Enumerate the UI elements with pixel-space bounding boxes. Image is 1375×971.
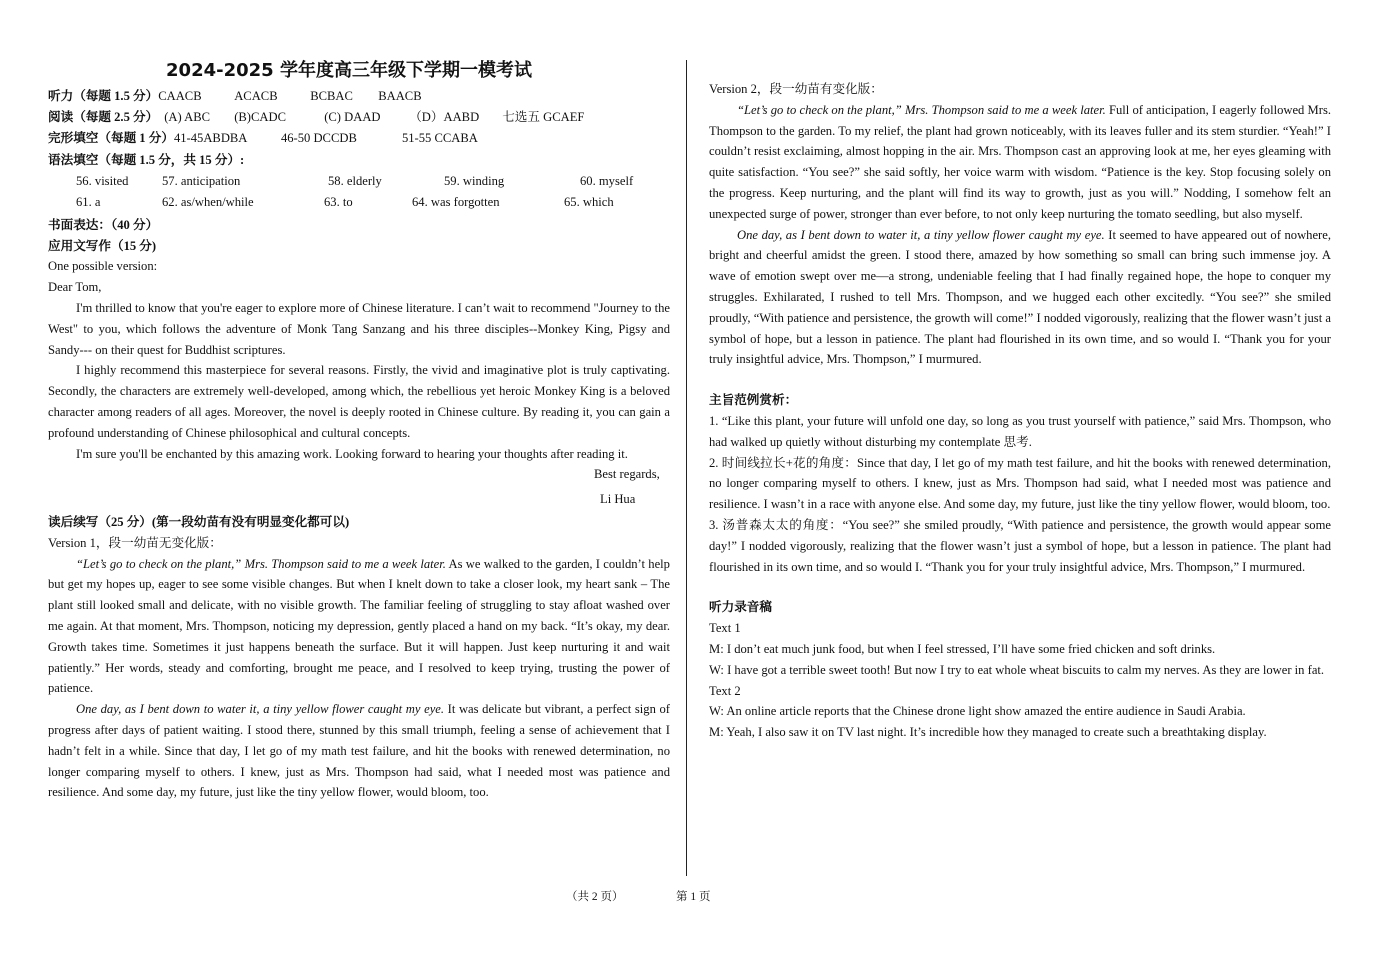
theme-heading: 主旨范例赏析： xyxy=(709,393,798,408)
continuation-heading: 读后续写（25 分）(第一段幼苗有没有明显变化都可以) xyxy=(48,514,350,529)
cloze-label: 完形填空（每题 1 分） xyxy=(48,130,174,145)
page-number: 第 1 页 xyxy=(676,891,711,903)
grammar-answer: 63. to xyxy=(324,194,353,209)
grammar-row xyxy=(48,192,670,213)
version1-paragraph1-text: As we walked to the garden, I couldn’t help but get my hopes up, eager to see some visible changes. But when I knelt down to take a closer look, my heart sank – The plant still looked small and delicate, with no visible growth. The familiar feeling of struggling to stay afloat washed over me again. At that moment, Mrs. Thompson, noticing my depression, gently placed a hand on my back. “It’s okay, my dear. Growth takes time. Sometimes it just happens beneath the surface. But it will happen. Just keep nurturing it and wait patiently.” Her words, steady and comforting, brought me peace, and I resolved to keep trying, trusting the power of patience. xyxy=(48,556,670,696)
reading-answer: （D）AABD xyxy=(409,109,480,124)
version2-paragraph2-text: It seemed to have appeared out of nowhere, bright and cheerful amidst the green. I stood there, amazed by how something so small can bring such immense joy. A wave of emotion swept over me—a strong, undeniable feeling that I had finally regained hope, the hope to conquer my struggles. Exhilarated, I rushed to tell Mrs. Thompson, and we hugged each other excitedly. “You see?” she smiled proudly, “With patience and persistence, the growth will come!” I nodded vigorously, realizing that the flower wasn’t just a symbol of hope, but a lesson in patience. The plant had flourished in its own time, and so would I. “Thank you for your truly insightful advice, Mrs. Thompson,” I murmured. xyxy=(709,227,1331,367)
grammar-answer: 64. was forgotten xyxy=(412,194,500,209)
cloze-answer: 46-50 DCCDB xyxy=(280,130,357,145)
applied-writing-heading: 应用文写作（15 分) xyxy=(48,238,157,253)
transcript-text-label: Text 1 xyxy=(709,621,741,636)
grammar-answer: 58. elderly xyxy=(328,174,382,189)
version2-label: Version 2，段一幼苗有变化版： xyxy=(709,82,883,96)
theme-item: 1. “Like this plant, your future will unfold one day, so long as you trust yourself with patience,” said Mrs. Thompson, who had walked up quietly without disturbing my contemplate 思考. xyxy=(709,413,1331,449)
reading-label: 阅读（每题 2.5 分） xyxy=(48,109,159,124)
transcript-heading: 听力录音稿 xyxy=(709,600,772,615)
grammar-answer: 57. anticipation xyxy=(162,174,241,189)
letter-paragraph: I'm sure you'll be enchanted by this amazing work. Looking forward to hearing your thoughts after reading it. xyxy=(76,446,628,461)
cloze-answer: 41-45ABDBA xyxy=(173,130,248,145)
left-column xyxy=(48,58,670,803)
reading-answer: (B)CADC xyxy=(234,109,286,124)
letter-paragraph: I highly recommend this masterpiece for several reasons. Firstly, the vivid and imaginative plot is truly captivating. Secondly, the characters are extremely well-developed, among which, the rebellious yet heroic Monkey King is a beloved character among readers of all ages. Moreover, the novel is deeply rooted in Chinese culture. By reading it, you can gain a profound understanding of Chinese philosophical and cultural concepts. xyxy=(48,363,670,440)
transcript-line: M: Yeah, I also saw it on TV last night. It’s incredible how they managed to create such a breathtaking display. xyxy=(709,725,1267,740)
transcript-text-label: Text 2 xyxy=(709,683,741,698)
version2-opening-sentence: One day, as I bent down to water it, a tiny yellow flower caught my eye. xyxy=(737,227,1105,242)
grammar-row xyxy=(48,171,670,192)
writing-heading: 书面表达：（40 分） xyxy=(48,217,159,232)
letter-signature: Li Hua xyxy=(600,492,636,507)
version2-paragraph1-text: Full of anticipation, I eagerly followed Mrs. Thompson to the garden. To my relief, the plant had grown noticeably, with its leaves fuller and its stem sturdier. “Yeah!” I couldn’t resist exclaiming, almost hopping in the air. Mrs. Thompson cast an approving look at me, her eyes gleaming with quite satisfaction. “You see?” she said softly, her voice warm with wisdom. “Patience is the key. Stop focusing solely on the progress. Keep nurturing, and the plant will find its way to growth, just as you will.” Nodding, I somehow felt an unexpected surge of power, stronger than ever before, to not only keep nurturing the tomato seedling, but also myself. xyxy=(709,102,1331,221)
reading-answer: 七选五 GCAEF xyxy=(502,109,585,124)
grammar-answer: 62. as/when/while xyxy=(162,194,254,209)
listening-answer: ACACB xyxy=(234,89,278,103)
version-intro: One possible version: xyxy=(48,259,158,274)
version2-paragraph1 xyxy=(709,100,1331,225)
column-divider xyxy=(686,60,687,876)
letter-paragraph: I'm thrilled to know that you're eager to explore more of Chinese literature. I can’t wait to recommend "Journey to the West" to you, which follows the adventure of Monk Tang Sanzang and his three disciples--Monkey King, Pigsy and Sandy--- on their quest for Buddhist scriptures. xyxy=(48,300,670,357)
version1-paragraph2-text: It was delicate but vibrant, a perfect sign of progress after days of patient waiting. I stood there, stunned by this small triumph, feeling a sense of achievement that I hadn’t felt in a while. Since that day, I let go of my math test failure, and hit the books with renewed determination, no longer comparing myself to others. I knew, just as Mrs. Thompson had said, what I needed most was patience and resilience. And some day, my future, just like the tiny yellow flower, would bloom, too. xyxy=(48,702,670,800)
transcript-line: M: I don’t eat much junk food, but when I feel stressed, I’ll have some fried chicken and soft drinks. xyxy=(709,641,1216,656)
listening-answer: BAACB xyxy=(378,89,422,103)
listening-answer: CAACB xyxy=(158,89,202,103)
version1-opening-sentence: “Let’s go to check on the plant,” Mrs. Thompson said to me a week later. xyxy=(76,556,446,571)
cloze-answers xyxy=(48,128,670,149)
version2-paragraph2 xyxy=(709,225,1331,371)
listening-answers xyxy=(48,86,670,107)
letter-salutation: Dear Tom, xyxy=(48,280,102,295)
version1-paragraph2 xyxy=(48,699,670,803)
reading-answer: (C) DAAD xyxy=(324,109,381,124)
theme-item: 2. 时间线拉长+花的角度：Since that day, I let go of my math test failure, and hit the books with renewed determination, no longer comparing myself to others. I knew, just as Mrs. Thompson had said, what I needed most was patience and resilience. I wasn’t in a race with anyone else. And some day, my future, just like the tiny yellow flower, would bloom, too. xyxy=(709,455,1331,512)
theme-item: 3. 汤普森太太的角度：“You see?” she smiled proudly, “With patience and persistence, the growth would appear some day!” I nodded vigorously, realizing that the flower wasn’t just a symbol of hope, but a lesson in patience. The plant had flourished in its own time, and so would I. “Thank you for your truly insightful advice, Mrs. Thompson,” I murmured. xyxy=(709,517,1331,574)
reading-answer: (A) ABC xyxy=(164,109,211,124)
transcript-line: W: An online article reports that the Chinese drone light show amazed the entire audience in Saudi Arabia. xyxy=(709,704,1246,719)
right-column xyxy=(709,79,1331,743)
grammar-answer: 65. which xyxy=(564,194,614,209)
grammar-label: 语法填空（每题 1.5 分，共 15 分）: xyxy=(48,153,245,168)
listening-answer: BCBAC xyxy=(310,89,353,103)
grammar-answer: 59. winding xyxy=(444,174,505,189)
cloze-answer: 51-55 CCABA xyxy=(401,130,478,145)
version1-paragraph1 xyxy=(48,554,670,700)
listening-label: 听力（每题 1.5 分） xyxy=(48,89,159,103)
page-title: 2024-2025 学年度高三年级下学期一模考试 xyxy=(166,60,532,81)
letter-closing: Best regards, xyxy=(594,467,660,482)
page-total: （共 2 页） xyxy=(566,891,624,903)
reading-answers xyxy=(48,107,670,128)
grammar-answer: 60. myself xyxy=(580,174,634,189)
grammar-answer: 56. visited xyxy=(76,174,129,189)
version1-opening-sentence: One day, as I bent down to water it, a tiny yellow flower caught my eye. xyxy=(76,702,445,717)
version2-opening-sentence: “Let’s go to check on the plant,” Mrs. Thompson said to me a week later. xyxy=(737,102,1106,117)
version1-label: Version 1，段一幼苗无变化版： xyxy=(48,535,222,550)
transcript-line: W: I have got a terrible sweet tooth! But now I try to eat whole wheat biscuits to calm my nerves. As they are lower in fat. xyxy=(709,662,1325,677)
grammar-answer: 61. a xyxy=(76,194,101,209)
